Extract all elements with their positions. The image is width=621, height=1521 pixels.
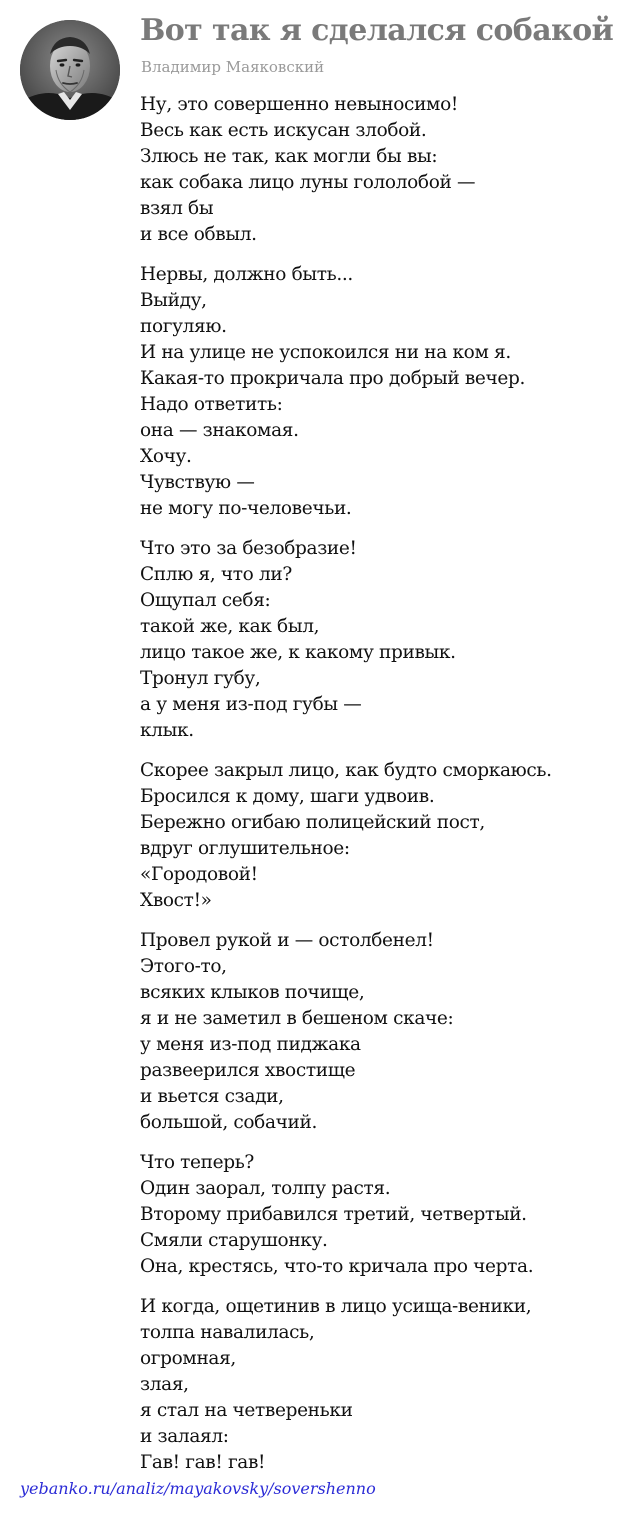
author-name: Владимир Маяковский bbox=[141, 58, 325, 76]
poem-line: и залаял: bbox=[140, 1426, 229, 1447]
poem-line: клык. bbox=[140, 720, 194, 741]
poem-line: Тронул губу, bbox=[140, 668, 261, 689]
poem-line: Чувствую — bbox=[140, 472, 255, 493]
poem-stanza bbox=[140, 92, 610, 248]
poem-line: лицо такое же, к какому привык. bbox=[140, 642, 456, 663]
poem-line: у меня из-под пиджака bbox=[140, 1034, 361, 1055]
poem-line: Надо ответить: bbox=[140, 394, 283, 415]
poem-line: всяких клыков почище, bbox=[140, 982, 365, 1003]
poem-line: Один заорал, толпу растя. bbox=[140, 1178, 391, 1199]
poem-line: И на улице не успокоился ни на ком я. bbox=[140, 342, 511, 363]
poem-stanza bbox=[140, 928, 610, 1136]
poem-line: Сплю я, что ли? bbox=[140, 564, 292, 585]
poem-stanza bbox=[140, 1150, 610, 1280]
poem-line: не могу по-человечьи. bbox=[140, 498, 352, 519]
poem-line: Злюсь не так, как могли бы вы: bbox=[140, 146, 438, 167]
poem-line: Что теперь? bbox=[140, 1152, 254, 1173]
poem-line: как собака лицо луны гололобой — bbox=[140, 172, 476, 193]
poem-line: погуляю. bbox=[140, 316, 227, 337]
poem-line: и вьется сзади, bbox=[140, 1086, 284, 1107]
poem-line: Какая-то прокричала про добрый вечер. bbox=[140, 368, 526, 389]
poem-line: Бросился к дому, шаги удвоив. bbox=[140, 786, 435, 807]
poem-line: И когда, ощетинив в лицо усища-веники, bbox=[140, 1296, 532, 1317]
poem-stanza bbox=[140, 1294, 610, 1476]
poem-line: Скорее закрыл лицо, как будто сморкаюсь. bbox=[140, 760, 552, 781]
poem-line: толпа навалилась, bbox=[140, 1322, 315, 1343]
poem-line: Смяли старушонку. bbox=[140, 1230, 328, 1251]
poem-line: а у меня из-под губы — bbox=[140, 694, 362, 715]
poem-line: Хочу. bbox=[140, 446, 192, 467]
poem-line: огромная, bbox=[140, 1348, 236, 1369]
poem-line: Нервы, должно быть... bbox=[140, 264, 353, 285]
poem-line: Этого-то, bbox=[140, 956, 227, 977]
page-title: Вот так я сделался собакой bbox=[140, 13, 614, 48]
poem-line: «Городовой! bbox=[140, 864, 258, 885]
poem-line: взял бы bbox=[140, 198, 214, 219]
poem-line: Весь как есть искусан злобой. bbox=[140, 120, 427, 141]
author-portrait-icon bbox=[20, 20, 120, 120]
poem-line: Бережно огибаю полицейский пост, bbox=[140, 812, 485, 833]
author-avatar bbox=[20, 20, 120, 120]
poem-stanza bbox=[140, 262, 610, 522]
poem-body bbox=[140, 92, 610, 1490]
poem-line: и все обвыл. bbox=[140, 224, 257, 245]
poem-line: она — знакомая. bbox=[140, 420, 299, 441]
poem-line: Ощупал себя: bbox=[140, 590, 271, 611]
poem-line: вдруг оглушительное: bbox=[140, 838, 350, 859]
poem-line: Ну, это совершенно невыносимо! bbox=[140, 94, 458, 115]
poem-line: Хвост!» bbox=[140, 890, 212, 911]
poem-stanza bbox=[140, 536, 610, 744]
poem-line: Второму прибавился третий, четвертый. bbox=[140, 1204, 527, 1225]
poem-line: Она, крестясь, что-то кричала про черта. bbox=[140, 1256, 534, 1277]
poem-line: Выйду, bbox=[140, 290, 207, 311]
poem-line: злая, bbox=[140, 1374, 189, 1395]
poem-line: Что это за безобразие! bbox=[140, 538, 357, 559]
source-link[interactable]: yebanko.ru/analiz/mayakovsky/sovershenno bbox=[20, 1479, 376, 1498]
poem-line: развеерился хвостище bbox=[140, 1060, 356, 1081]
poem-line: такой же, как был, bbox=[140, 616, 320, 637]
poem-line: я и не заметил в бешеном скаче: bbox=[140, 1008, 454, 1029]
poem-stanza bbox=[140, 758, 610, 914]
poem-line: я стал на четвереньки bbox=[140, 1400, 353, 1421]
poem-line: большой, собачий. bbox=[140, 1112, 318, 1133]
poem-line: Гав! гав! гав! bbox=[140, 1452, 266, 1473]
poem-line: Провел рукой и — остолбенел! bbox=[140, 930, 434, 951]
